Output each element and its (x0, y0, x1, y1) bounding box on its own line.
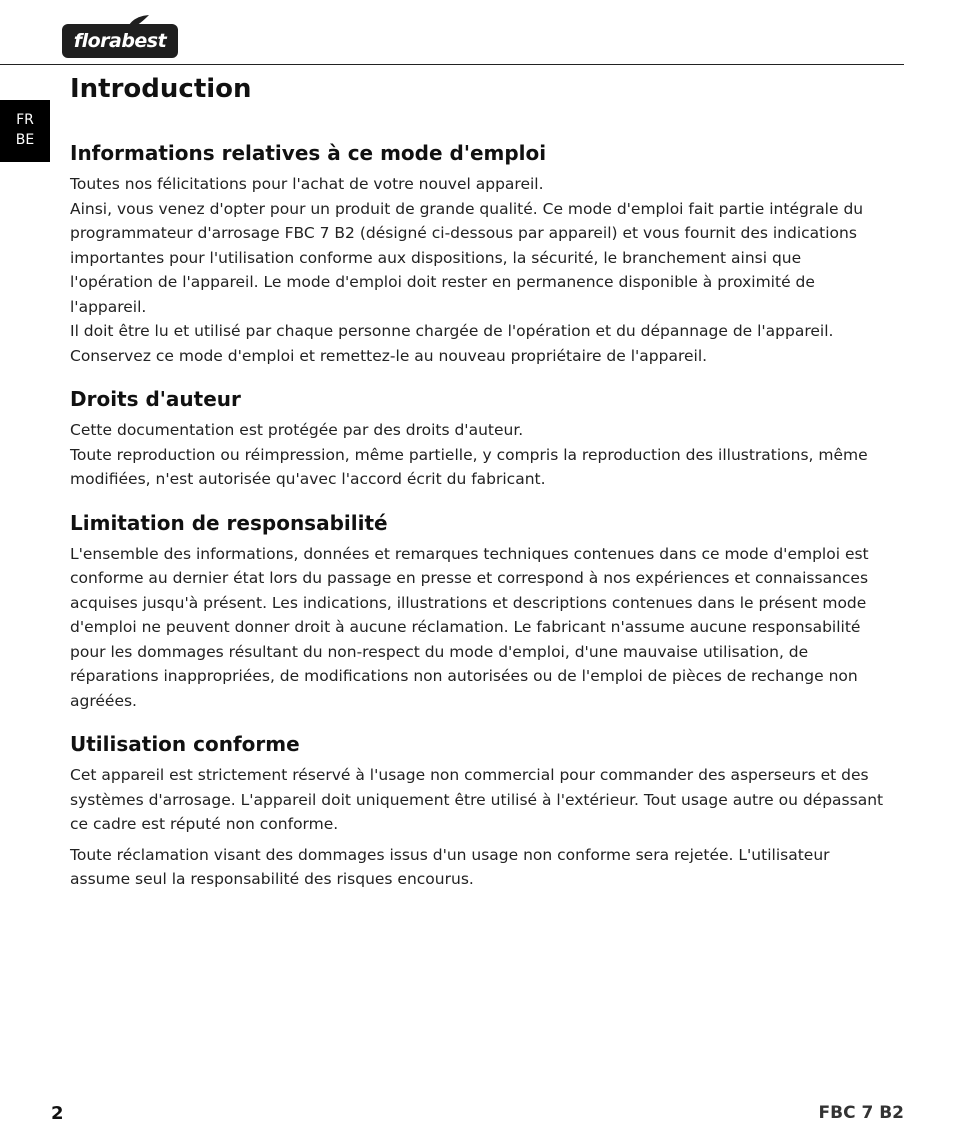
paragraph: Toute réclamation visant des dommages issus d'un usage non conforme sera rejetée. L'utilisateur assume seul la responsabilité des risques encourus. (70, 845, 830, 888)
paragraph: Toute reproduction ou réimpression, même partielle, y compris la reproduction des illustrations, même modifiées, n'est autorisée qu'avec l'accord écrit du fabricant. (70, 445, 868, 488)
header-divider (0, 64, 904, 65)
page-content (70, 72, 885, 910)
section-informations (70, 140, 885, 368)
language-tab (0, 100, 50, 162)
section-heading: Droits d'auteur (70, 387, 241, 411)
paragraph: Toutes nos félicitations pour l'achat de votre nouvel appareil. (70, 175, 544, 193)
paragraph: Conservez ce mode d'emploi et remettez-le au nouveau propriétaire de l'appareil. (70, 346, 708, 365)
section-heading: Informations relatives à ce mode d'emploi (70, 141, 547, 165)
language-code-be: BE (15, 132, 35, 148)
section-heading: Limitation de responsabilité (70, 510, 388, 535)
section-droits-auteur (70, 386, 885, 492)
page-title: Introduction (70, 74, 252, 104)
logo-text: florabest (73, 30, 167, 52)
page-number: 2 (51, 1103, 64, 1124)
section-heading: Utilisation conforme (70, 732, 300, 756)
paragraph: Cet appareil est strictement réservé à l'usage non commercial pour commander des asperseurs et des systèmes d'arrosage. L'appareil doit uniquement être utilisé à l'extérieur. Tout usage autre ou dépassant ce cadre est réputé non conforme. (70, 766, 884, 833)
paragraph: Il doit être lu et utilisé par chaque personne chargée de l'opération et du dépannage de l'appareil. (70, 322, 834, 340)
paragraph: Ainsi, vous venez d'opter pour un produit de grande qualité. Ce mode d'emploi fait partie intégrale du programmateur d'arrosage FBC 7 B2 (désigné ci-dessous par appareil) et vous fournit des indications importantes pour l'utilisation conforme aux dispositions, la sécurité, le branchement ainsi que l'opération de l'appareil. Le mode d'emploi doit rester en permanence disponible à proximité de l'appareil. (70, 199, 864, 316)
paragraph: L'ensemble des informations, données et remarques techniques contenues dans ce mode d'emploi est conforme au dernier état lors du passage en presse et correspond à nos expériences et connaissances acquises jusqu'à présent. Les indications, illustrations et descriptions contenues dans le présent mode d'emploi ne peuvent donner droit à aucune réclamation. Le fabricant n'assume aucune responsabilité pour les dommages résultant du non-respect du mode d'emploi, d'une mauvaise utilisation, de réparations inappropriées, de modifications non autorisées ou de l'emploi de pièces de rechange non agréées. (70, 544, 869, 710)
language-code-fr: FR (16, 112, 34, 128)
florabest-logo (62, 14, 178, 58)
section-utilisation (70, 731, 885, 892)
model-name: FBC 7 B2 (818, 1103, 904, 1123)
paragraph: Cette documentation est protégée par des droits d'auteur. (70, 421, 524, 439)
section-limitation (70, 510, 885, 714)
